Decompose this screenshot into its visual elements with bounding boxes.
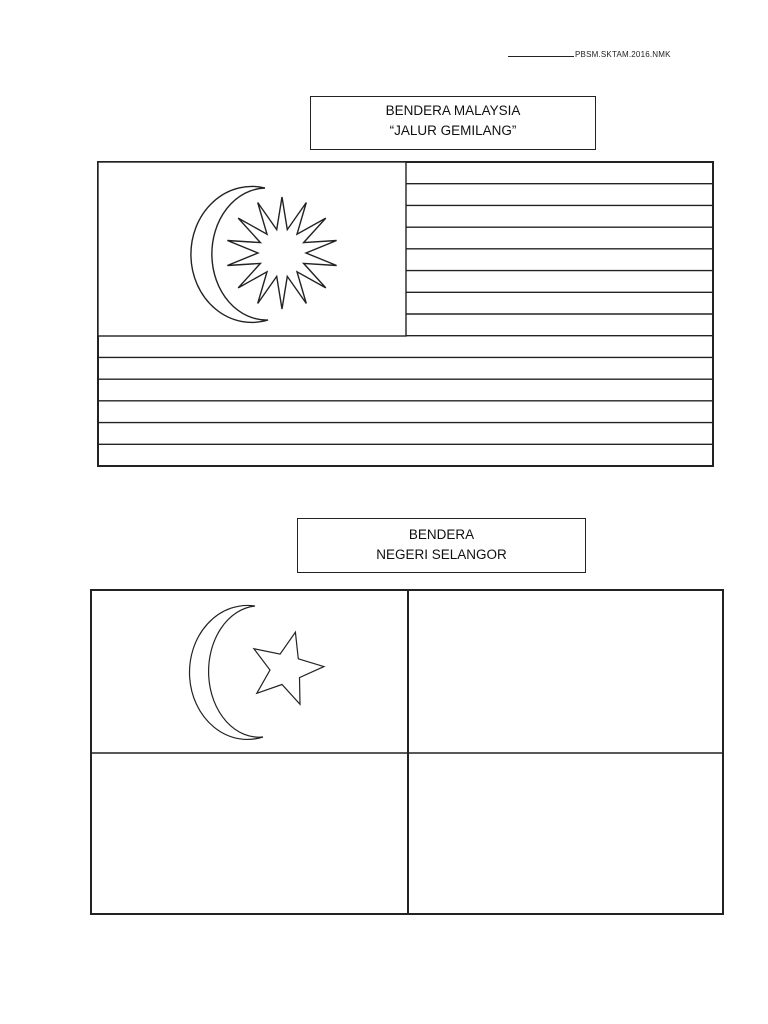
selangor-flag-title-box bbox=[297, 518, 586, 573]
malaysia-canton bbox=[98, 162, 406, 336]
malaysia-title-line2: “JALUR GEMILANG” bbox=[389, 123, 517, 138]
selangor-title-line1: BENDERA bbox=[408, 527, 475, 542]
malaysia-flag bbox=[98, 162, 713, 466]
five-point-star-icon bbox=[254, 632, 324, 704]
malaysia-title-line1: BENDERA MALAYSIA bbox=[385, 103, 521, 118]
selangor-crescent-icon bbox=[189, 605, 263, 739]
selangor-flag bbox=[91, 590, 723, 914]
selangor-title-line2: NEGERI SELANGOR bbox=[376, 547, 507, 562]
reference-code-text: PBSM.SKTAM.2016.NMK bbox=[575, 50, 671, 59]
